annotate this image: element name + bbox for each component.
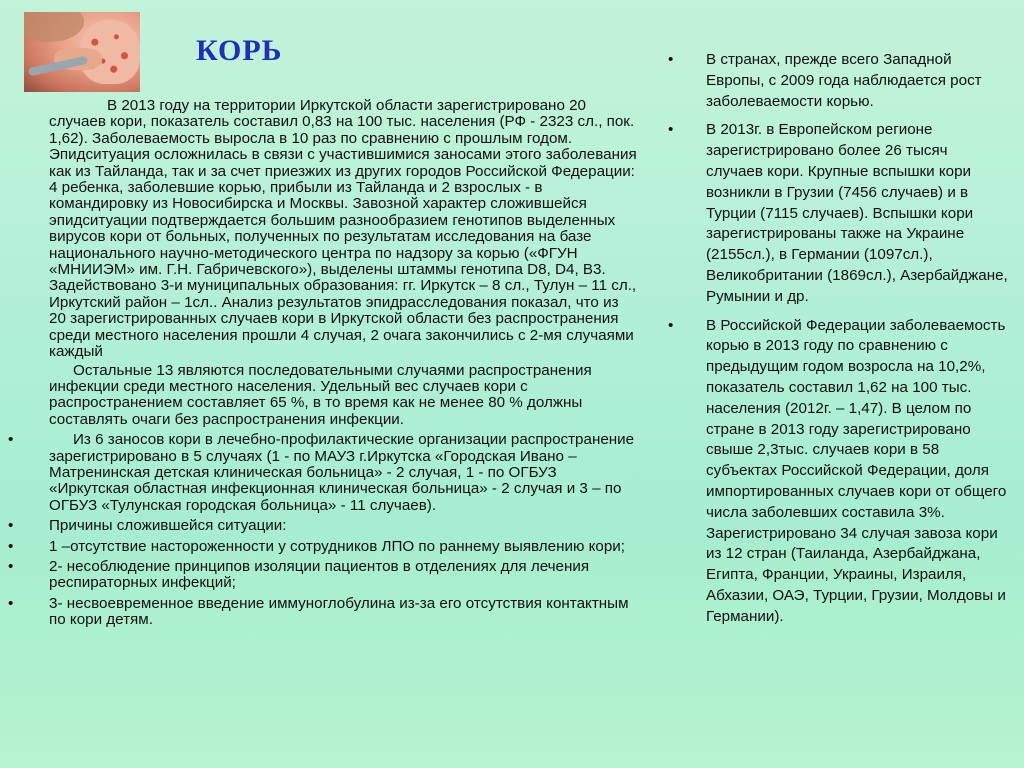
right-bullet-list <box>668 50 1008 628</box>
list-item-text: В странах, прежде всего Западной Европы, с 2009 года наблюдается рост заболеваемости корью. <box>706 51 982 110</box>
list-item-text: Из 6 заносов кори в лечебно-профилактические организации распространение зарегистрировано в 5 случаях (1 - по МАУЗ г.Иркутска «Городская Ивано – Матренинская детская клиническая больница» - 2 случая, 1 - по ОГБУЗ «Иркутская областная инфекционная клиническая больница» - 2 случая и 3 – по ОГБУЗ «Тулунская городская больница» - 11 случаев). <box>49 431 635 514</box>
right-column <box>668 50 1008 636</box>
list-item-text: 3- несвоевременное введение иммуноглобулина из-за его отсутствия контактным по кори детям. <box>49 594 629 629</box>
list-item-text: 2- несоблюдение принципов изоляции пациентов в отделениях для лечения респираторных инфекций; <box>49 557 590 592</box>
list-item-text: Причины сложившейся ситуации: <box>49 517 287 535</box>
bullet-icon: • <box>8 557 14 575</box>
bullet-icon: • <box>668 121 674 139</box>
list-item <box>8 432 638 514</box>
list-item <box>8 539 638 555</box>
measles-child-photo <box>24 12 140 92</box>
bullet-icon: • <box>668 51 674 68</box>
paragraph-remaining-cases <box>49 363 638 429</box>
paragraph-irkutsk <box>8 98 638 361</box>
left-column <box>8 98 638 633</box>
paragraph-remaining-cases-text: Остальные 13 являются последовательными случаями распространения инфекции среди местного населения. Удельный вес случаев кори с распространением составляет 65 %, в то время как не менее 80 % должны составлять очаги без распространения инфекции. <box>49 361 592 428</box>
list-item-text: В 2013г. в Европейском регионе зарегистрировано более 26 тысяч случаев кори. Крупные вспышки кори возникли в Грузии (7456 случаев) и в Турции (7115 случаев). Вспышки кори зарегистрированы также на Украине (2155сл.), в Германии (1097сл.), Великобритании (1869сл.), Азербайджане, Румынии и др. <box>706 121 1008 305</box>
bullet-icon: • <box>8 594 14 612</box>
list-item <box>8 518 638 534</box>
bullet-icon: • <box>668 316 674 334</box>
list-item <box>8 559 638 592</box>
list-item-text: 1 –отсутствие настороженности у сотрудников ЛПО по раннему выявлению кори; <box>49 537 625 555</box>
list-item <box>668 50 1008 112</box>
left-bullet-list <box>8 432 638 628</box>
slide-title: КОРЬ <box>196 34 283 67</box>
list-item <box>668 120 1008 307</box>
bullet-icon: • <box>8 431 14 449</box>
list-item-text: В Российской Федерации заболеваемость корью в 2013 году по сравнению с предыдущим годом возросла на 10,2%, показатель составил 1,62 на 100 тыс. населения (2012г. – 1,47). В целом по стране в 2013 году зарегистрировано свыше 2,3тыс. случаев кори в 58 субъектах Российской Федерации, доля импортированных случаев кори от общего числа заболевших составила 3%. Зарегистрировано 34 случая завоза кори из 12 стран (Таиланда, Азербайджана, Египта, Франции, Украины, Израиля, Абхазии, ОАЭ, Турции, Грузии, Молдовы и Германии). <box>706 316 1007 625</box>
list-item <box>668 316 1008 628</box>
bullet-icon: • <box>8 537 14 555</box>
list-item <box>8 596 638 629</box>
bullet-icon: • <box>8 517 14 535</box>
paragraph-irkutsk-text: В 2013 году на территории Иркутской области зарегистрировано 20 случаев кори, показатель составил 0,83 на 100 тыс. населения (РФ - 2323 сл., пок. 1,62). Заболеваемость выросла в 10 раз по сравнению с прошлым годом. Эпидситуация осложнилась в связи с участившимися заносами этого заболевания как из Тайланда, так и за счет приезжих из других городов Российской Федерации: 4 ребенка, заболевшие корью, прибыли из Тайланда и 2 взрослых - в командировку из Новосибирска и Москвы. Завозной характер сложившейся эпидситуации подтверждается большим разнообразием генотипов выделенных вирусов кори от больных, полученных по результатам исследования на базе национального научно-методического центра по надзору за корью («ФГУН «МНИИЭМ» им. Г.Н. Габричевского»), выделены штаммы генотипа D8, D4, B3. Задействовано 3-и муниципальных образования: гг. Иркутск – 8 сл., Тулун – 11 сл., Иркутский район – 1сл.. Анализ результатов эпидрасследования показал, что из 20 зарегистрированных случаев кори в Иркутской области без распространения среди местного населения прошли 4 случая, 2 очага закончились с 2-мя случаями каждый <box>49 97 637 361</box>
